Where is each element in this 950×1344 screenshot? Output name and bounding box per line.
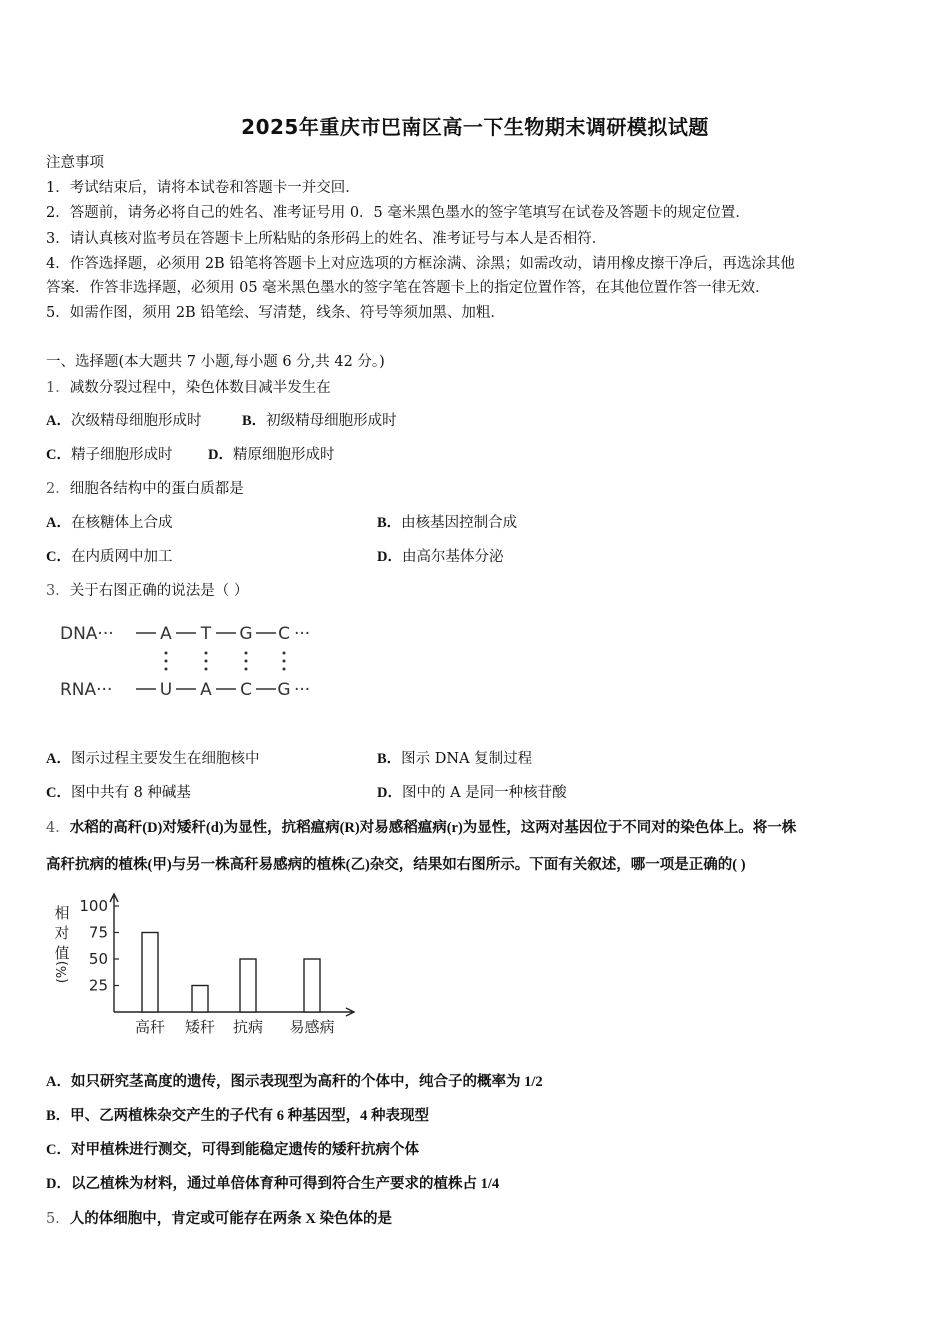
ylabel-char-1: 相 [54, 904, 70, 922]
x-category-label: 抗病 [232, 1018, 264, 1036]
option-label: A． [46, 515, 71, 531]
ylabel-char-3: 值 [54, 944, 70, 962]
option-label: C． [46, 549, 71, 565]
hydrogen-bond-dots [165, 652, 286, 671]
option-label: C． [46, 785, 71, 801]
q2-option-b[interactable] [377, 511, 517, 532]
x-category-label: 高秆 [134, 1018, 166, 1036]
x-category-label: 矮秆 [184, 1018, 216, 1036]
dna-base-4: C [278, 624, 290, 644]
question-stem: 关于右图正确的说法是（ ） [69, 583, 249, 599]
option-text: 图示 DNA 复制过程 [401, 751, 533, 767]
dna-base-2: T [200, 624, 212, 644]
question-number: 5． [46, 1211, 70, 1227]
dna-base-1: A [160, 624, 172, 644]
option-label: D． [377, 785, 402, 801]
y-tick-label: 25 [88, 976, 108, 995]
q1-option-a[interactable] [46, 409, 201, 430]
bar-1 [142, 933, 158, 1013]
q4-option-d[interactable] [46, 1172, 499, 1193]
dna-base-3: G [239, 624, 253, 644]
notice-item-1: 1．考试结束后，请将本试卷和答题卡一并交回． [46, 180, 360, 196]
q1-option-b[interactable] [242, 409, 397, 430]
option-label: D． [46, 1176, 71, 1192]
question-1 [46, 376, 331, 397]
y-tick-label: 100 [79, 897, 108, 915]
question-number: 2． [46, 481, 70, 497]
q3-option-b[interactable] [377, 747, 532, 768]
ylabel-unit: (%) [55, 960, 70, 984]
question-4-stem-cont: 高秆抗病的植株(甲)与另一株高秆易感病的植株(乙)杂交，结果如右图所示。下面有关叙述，哪一项是正确的( ) [46, 857, 746, 873]
bar-3 [240, 959, 256, 1012]
option-label: A． [46, 751, 71, 767]
page-title: 2025年重庆市巴南区高一下生物期末调研模拟试题 [241, 115, 709, 139]
q2-option-d[interactable] [377, 545, 503, 566]
option-text: 图中的 A 是同一种核苷酸 [401, 785, 567, 801]
option-label: D． [208, 447, 233, 463]
option-text: 在核糖体上合成 [70, 515, 173, 531]
y-tick-label: 50 [88, 950, 108, 968]
q1-option-c[interactable] [46, 443, 172, 464]
question-4 [46, 816, 796, 837]
option-text: 由核基因控制合成 [401, 515, 518, 531]
q4-option-b[interactable] [46, 1104, 429, 1125]
option-label: A． [46, 413, 71, 429]
option-text: 次级精母细胞形成时 [70, 413, 202, 429]
dna-label: DNA··· [60, 624, 114, 644]
rna-ellipsis: ··· [294, 680, 311, 700]
option-label: B． [46, 1108, 71, 1124]
dna-rna-figure [58, 617, 328, 703]
q1-option-d[interactable] [208, 443, 334, 464]
notice-item-4-cont: 答案．作答非选择题，必须用 05 毫米黑色墨水的签字笔在答题卡上的指定位置作答，在其他位置作答一律无效． [46, 280, 770, 296]
option-text: 甲、乙两植株杂交产生的子代有 6 种基因型，4 种表现型 [70, 1108, 430, 1124]
option-label: C． [46, 447, 71, 463]
option-text: 精子细胞形成时 [70, 447, 173, 463]
bar-2 [192, 986, 208, 1013]
q2-option-a[interactable] [46, 511, 172, 532]
y-tick-label: 75 [88, 923, 108, 942]
option-text: 图中共有 8 种碱基 [70, 785, 191, 801]
option-label: B． [377, 515, 402, 531]
question-5 [46, 1207, 392, 1228]
notice-item-4: 4．作答选择题，必须用 2B 铅笔将答题卡上对应选项的方框涂满、涂黑；如需改动，请用橡皮擦干净后，再选涂其他 [46, 256, 795, 272]
notice-item-3: 3．请认真核对监考员在答题卡上所粘贴的条形码上的姓名、准考证号与本人是否相符． [46, 231, 607, 247]
option-text: 以乙植株为材料，通过单倍体育种可得到符合生产要求的植株占 1/4 [70, 1176, 500, 1192]
rna-base-4: G [277, 680, 291, 700]
q2-option-c[interactable] [46, 545, 172, 566]
question-number: 1． [46, 380, 70, 396]
question-stem: 人的体细胞中，肯定或可能存在两条 X 染色体的是 [69, 1211, 392, 1227]
rna-label: RNA··· [60, 680, 113, 700]
option-label: B． [242, 413, 267, 429]
notice-item-2: 2．答题前，请务必将自己的姓名、准考证号用 0．5 毫米黑色墨水的签字笔填写在试卷及答题卡的规定位置． [46, 205, 750, 221]
q3-option-a[interactable] [46, 747, 259, 768]
question-2 [46, 477, 244, 498]
option-text: 精原细胞形成时 [232, 447, 335, 463]
option-text: 图示过程主要发生在细胞核中 [70, 751, 260, 767]
option-label: B． [377, 751, 402, 767]
bar-4 [304, 959, 320, 1012]
option-text: 在内质网中加工 [70, 549, 173, 565]
question-3 [46, 579, 248, 600]
q3-option-c[interactable] [46, 781, 191, 802]
section-heading: 一、选择题(本大题共 7 小题,每小题 6 分,共 42 分。) [46, 354, 385, 370]
option-text: 由高尔基体分泌 [401, 549, 504, 565]
bar-chart [46, 890, 366, 1045]
question-stem: 水稻的高秆(D)对矮秆(d)为显性，抗稻瘟病(R)对易感稻瘟病(r)为显性，这两对基因位于不同对的染色体上。将一株 [69, 820, 797, 836]
option-text: 如只研究茎高度的遗传，图示表现型为高秆的个体中，纯合子的概率为 1/2 [70, 1074, 543, 1090]
rna-base-2: A [200, 680, 212, 700]
notice-heading: 注意事项 [46, 155, 104, 171]
option-label: C． [46, 1142, 71, 1158]
question-number: 3． [46, 583, 70, 599]
option-label: D． [377, 549, 402, 565]
question-stem: 减数分裂过程中，染色体数目减半发生在 [69, 380, 331, 396]
question-stem: 细胞各结构中的蛋白质都是 [69, 481, 244, 497]
ylabel-char-2: 对 [54, 924, 70, 942]
option-text: 初级精母细胞形成时 [266, 413, 397, 429]
rna-base-3: C [240, 680, 252, 700]
x-category-label: 易感病 [289, 1018, 335, 1036]
rna-base-1: U [159, 680, 173, 700]
option-label: A． [46, 1074, 71, 1090]
option-text: 对甲植株进行测交，可得到能稳定遗传的矮秆抗病个体 [70, 1142, 419, 1158]
q3-option-d[interactable] [377, 781, 567, 802]
q4-option-a[interactable] [46, 1070, 543, 1091]
question-number: 4． [46, 820, 70, 836]
notice-item-5: 5．如需作图，须用 2B 铅笔绘、写清楚，线条、符号等须加黑、加粗． [46, 305, 505, 321]
q4-option-c[interactable] [46, 1138, 419, 1159]
dna-ellipsis: ··· [294, 624, 311, 644]
